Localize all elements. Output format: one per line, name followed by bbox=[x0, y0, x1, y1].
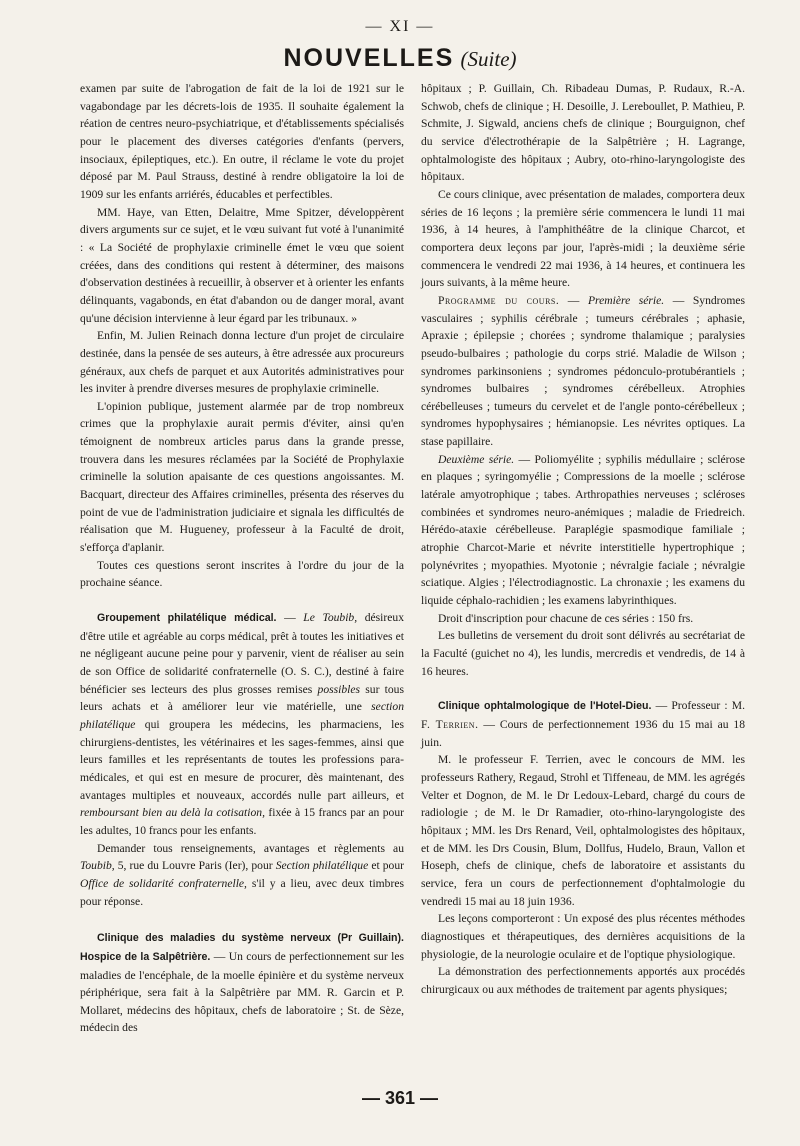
italic-text: remboursant bien au delà la cotisation, bbox=[80, 806, 265, 820]
text: désireux d'être utile et agréable au corps médical, prêt à toutes les initiatives et ne négligeant aucune peine pour y parvenir, vient de réaliser au sein de son Office de solidarité confraternelle (O. S. C.), destiné à faire bénéficier ses lecteurs des plus grosses remises bbox=[80, 611, 405, 696]
paragraph bbox=[80, 840, 404, 911]
series-label: Première série. bbox=[587, 293, 665, 307]
section-clinique-systeme-nerveux bbox=[80, 929, 404, 1037]
section-heading: Clinique des maladies du système nerveux (Pr Guillain). Hospice de la Salpêtrière. bbox=[80, 932, 404, 963]
text: s'il y a lieu, avec deux timbres pour réponse. bbox=[80, 876, 404, 908]
right-column bbox=[421, 80, 745, 998]
text: — Un cours de perfectionnement sur les maladies de l'encéphale, de la moelle épinière et du système nerveux périphérique, sera fait à la Salpêtrière par MM. R. Garcin et P. Mollaret, médecins des hôpitaux, chefs de laboratoire ; St. de Sèze, médecin des bbox=[80, 949, 404, 1035]
paragraph-programme: Programme du cours. — Première série. — Syndromes vasculaires ; syphilis cérébrale ; tumeurs cérébrales ; aphasie, Apraxie ; épilepsie ; chorées ; syndrome thalamique ; paralysies pseudo-bulbaires ; pathologie du corps strié. Maladie de Wilson ; syndromes parkinsoniens ; syndromes pédonculo-protubérantiels ; syndromes bulbaires ; syndromes cérébelleux. Atrophies cérébelleuses ; tumeurs du cervelet et de l'angle ponto-cérébelleux ; syndromes hypophysaires ; hémianopsie. Les névrites optiques. La stase papillaire. bbox=[421, 293, 746, 449]
paragraph-deuxieme bbox=[421, 451, 745, 610]
page-number: — 361 — bbox=[361, 1088, 439, 1108]
section-clinique-ophtalmologique bbox=[421, 697, 745, 751]
paragraph: MM. Haye, van Etten, Delaitre, Mme Spitzer, développèrent divers arguments sur ce sujet, et le vœu suivant fut voté à l'unanimité : « La Société de prophylaxie criminelle émet le vœu que soient créées, dans des conditions qui restent à déterminer, des maisons d'observation destinées à recueillir, à observer et à orienter les enfants délinquants, vagabonds, en état d'abandon ou de danger moral, avant qu'une décision intervienne à leur égard par les tribunaux. » bbox=[80, 205, 404, 325]
italic-text: Toubib, bbox=[80, 859, 115, 873]
paragraph: L'opinion publique, justement alarmée par de trop nombreux crimes que la prophylaxie aurait permis d'éviter, ainsi qu'en témoignent de nombreux articles parus dans la grande presse, trouvera dans les mesures réclamées par la Société de Prophylaxie criminelle la solution apaisante de ces questions angoissantes. M. Bacquart, directeur des Affaires criminelles, présenta des réserves du point de vue de l'administration judiciaire et signala les difficultés de réalisation que M. Hugueney, professeur à la Faculté de droit, s'efforça d'aplanir. bbox=[80, 399, 404, 555]
dash: — bbox=[276, 611, 304, 625]
text: — Syndromes vasculaires ; syphilis cérébrale ; tumeurs cérébrales ; aphasie, Apraxie ; épilepsie ; chorées ; syndrome thalamique ; paralysies pseudo-bulbaires ; pathologie du corps strié. Maladie de Wilson ; syndromes parkinsoniens ; syndromes pédonculo-protubérantiels ; syndromes bulbaires ; syndromes cérébelleux. Atrophies cérébelleuses ; tumeurs du cervelet et de l'angle ponto-cérébelleux ; syndromes hypophysaires ; hémianopsie. Les névrites optiques. La stase papillaire. bbox=[421, 293, 746, 449]
section-philatelique bbox=[80, 609, 404, 840]
text: Demander tous renseignements, avantages et règlements au bbox=[97, 841, 404, 855]
paragraph: Enfin, M. Julien Reinach donna lecture d'un projet de circulaire destinée, dans la pensée de ses auteurs, à être adressée aux procureurs généraux, aux chefs de parquet et aux Autorités administratives pour les inviter à prendre diverses mesures de prophylaxie criminelle. bbox=[80, 329, 404, 396]
text: et pour bbox=[368, 859, 405, 873]
paragraph: Les bulletins de versement du droit sont délivrés au secrétariat de la Faculté (guichet no 4), les lundis, mercredis et vendredis, de 14 à 16 heures. bbox=[421, 629, 745, 678]
section-heading: Groupement philatélique médical. bbox=[97, 612, 277, 625]
page-title bbox=[0, 44, 800, 73]
paragraph: La démonstration des perfectionnements apportés aux procédés chirurgicaux ou aux méthodes de traitement par agents physiques; bbox=[421, 965, 745, 996]
paragraph: Toutes ces questions seront inscrites à l'ordre du jour de la prochaine séance. bbox=[80, 558, 404, 590]
paragraph: M. le professeur F. Terrien, avec le concours de MM. les professeurs Rathery, Regaud, Strohl et Tiffeneau, de MM. les agrégés Velter et Dognon, de M. le Dr Ledoux-Lebard, chargé du cours de radiologie ; de M. le Dr Ramadier, oto-rhino-laryngologiste des hôpitaux ; MM. les Drs Renard, Veil, ophtalmologistes des hôpitaux, et de MM. les Drs Cousin, Blum, Dollfus, Hudelo, Braun, Vallon et Hoseph, chefs de clinique, chefs de laboratoire et assistants du service, fera un cours de perfectionnement d'ophtalmologie du vendredi 15 mai au 18 juin 1936. bbox=[421, 753, 745, 908]
professor-name: F. Terrien. bbox=[421, 717, 479, 731]
text: fixée à 15 francs par an pour les adultes, 10 francs pour les enfants. bbox=[80, 806, 404, 837]
programme-label: Programme du cours. bbox=[438, 293, 560, 307]
left-column bbox=[80, 80, 404, 1037]
italic-text: Le Toubib, bbox=[303, 611, 358, 625]
text: qui groupera les médecins, les pharmaciens, les chirurgiens-dentistes, les vétérinaires et les sages-femmes, ainsi que leurs familles et les représentants de toutes les professions para-médicales, et qui est en mesure de procurer, dès maintenant, des avantages multiples et nouveaux, accordés nulle part ailleurs, et bbox=[80, 717, 404, 802]
text: — Professeur : M. bbox=[651, 699, 745, 713]
text: sur tous leurs achats et à améliorer leur vie matérielle, une bbox=[80, 682, 404, 714]
text: 5, rue du Louvre Paris (Ier), pour bbox=[114, 859, 276, 873]
italic-text: Section philatélique bbox=[275, 859, 369, 873]
text: — Poliomyélite ; syphilis médullaire ; sclérose en plaques ; syringomyélie ; Compressions de la moelle ; sclérose latérale amyotrophique ; tabes. Arthropathies nerveuses ; scléroses combinées et syndromes neuro-anémiques ; maladie de Friedreich. Hérédo-ataxie cérébelleuse. Paraplégie spasmodique familiale ; atrophie Charcot-Marie et névrite interstitielle hypertrophique ; polynévrites ; myopathies. Myotonie ; névralgie faciale ; névralgie sciatique. Algies ; l'électrodiagnostic. La chronaxie ; les examens du liquide céphalo-rachidien ; les examens labyrinthiques. bbox=[421, 452, 745, 608]
roman-page-number: — XI — bbox=[365, 18, 435, 35]
paragraph: Les leçons comporteront : Un exposé des plus récentes méthodes diagnostiques et thérapeutiques, des dernières acquisitions de la physiologie, de la neurologie oculaire et de l'optique physiologique. bbox=[421, 912, 745, 961]
italic-text: section philatélique bbox=[80, 700, 404, 731]
paragraph: examen par suite de l'abrogation de fait de la loi de 1921 sur le vagabondage par les décrets-lois de 1935. Il souhaite également la réation de centres neuro-psychiatrique, et d'établissements spécialisés pour le placement des diverses catégories d'enfants (pervers, insociaux, épileptiques, etc.). En outre, il réclame le vote du projet déposé par M. Paul Strauss, destiné à rendre obligatoire la loi de 1909 sur les enfants arriérés, éducables et perfectibles. bbox=[80, 82, 404, 201]
section-heading: Clinique ophtalmologique de l'Hotel-Dieu. bbox=[438, 700, 652, 713]
paragraph: Ce cours clinique, avec présentation de malades, comportera deux séries de 16 leçons ; la première série commencera le lundi 11 mai 1936, à 14 heures, à l'amphithéâtre de la clinique Charcot, et comportera deux leçons par jour, l'après-midi ; la deuxième série commencera le vendredi 22 mai 1936, à 14 heures, et continuera les jours suivants, à la même heure. bbox=[421, 187, 745, 290]
italic-text: possibles bbox=[317, 682, 361, 696]
text: — Cours de perfectionnement 1936 du 15 mai au 18 juin. bbox=[421, 717, 745, 749]
title-suite: (Suite) bbox=[460, 47, 517, 71]
italic-text: Office de solidarité confraternelle, bbox=[80, 876, 247, 890]
series-label: Deuxième série. bbox=[438, 452, 515, 466]
title-main: NOUVELLES bbox=[283, 44, 455, 72]
paragraph: Droit d'inscription pour chacune de ces séries : 150 frs. bbox=[438, 611, 694, 625]
paragraph: hôpitaux ; P. Guillain, Ch. Ribadeau Dumas, P. Rudaux, R.-A. Schwob, chefs de clinique ; H. Desoille, J. Lereboullet, P. Mathieu, P. Schmite, J. Sigwald, anciens chefs de clinique ; Bourguignon, chef du service d'électrothérapie de la Salpêtrière ; H. Lagrange, ophtalmologiste des hôpitaux ; Aubry, oto-rhino-laryngologiste des hôpitaux. bbox=[421, 82, 745, 184]
